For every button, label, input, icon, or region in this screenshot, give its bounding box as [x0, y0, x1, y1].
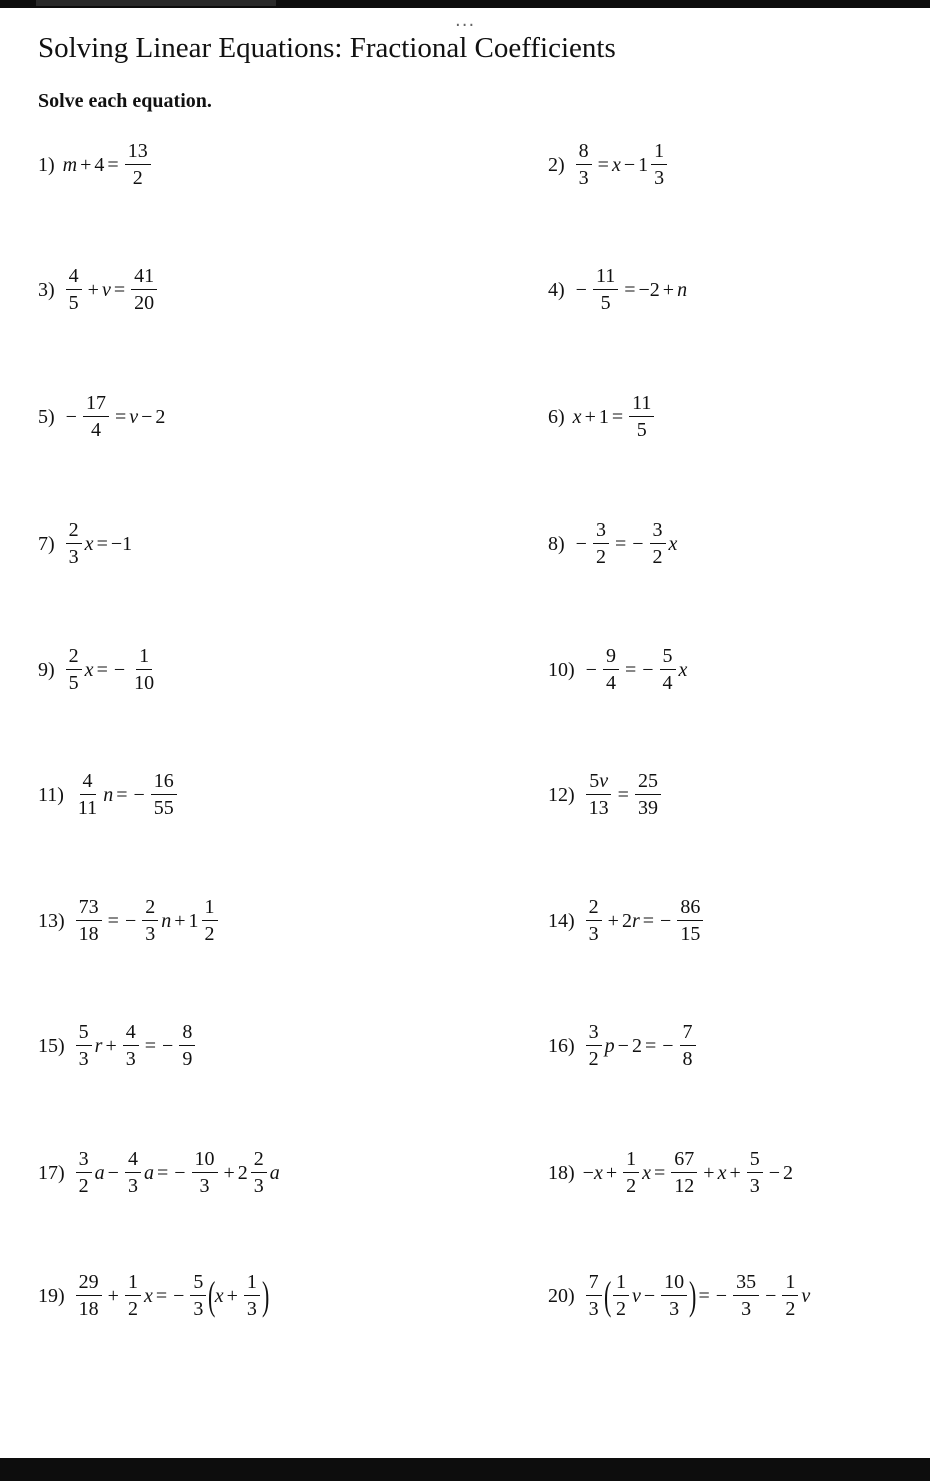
problem-number: 8)	[548, 532, 565, 555]
problem-4: 4) − $\frac{11}{5}$ = −2 + n	[548, 265, 688, 314]
problem-number: 13)	[38, 909, 65, 932]
problem-number: 16)	[548, 1034, 575, 1057]
problem-number: 7)	[38, 532, 55, 555]
problem-number: 20)	[548, 1284, 575, 1307]
problem-8: 8) − $\frac{3}{2}$ = − $\frac{3}{2}$ x	[548, 519, 678, 568]
problem-17: 17) $\frac{3}{2}$ a − $\frac{4}{3}$ a = − $\frac{10}{3}$ + 2 $\frac{2}{3}$ a	[38, 1148, 280, 1197]
problem-number: 4)	[548, 278, 565, 301]
problem-number: 12)	[548, 783, 575, 806]
problem-number: 1)	[38, 153, 55, 176]
instructions: Solve each equation.	[38, 90, 212, 112]
problem-number: 11)	[38, 783, 64, 806]
problem-5: 5) − $\frac{17}{4}$ = v − 2	[38, 392, 166, 441]
problem-number: 19)	[38, 1284, 65, 1307]
problem-13: 13) $\frac{73}{18}$ = − $\frac{2}{3}$ n + 1 $\frac{1}{2}$	[38, 897, 221, 944]
problem-number: 10)	[548, 658, 575, 681]
problem-2: 2) $\frac{8}{3}$ = x − 1 $\frac{1}{3}$	[548, 141, 670, 188]
cut-off-heading	[36, 0, 276, 6]
problem-10: 10) − $\frac{9}{4}$ = − $\frac{5}{4}$ x	[548, 645, 688, 694]
problem-1: 1) m + 4 = $\frac{13}{2}$	[38, 141, 154, 188]
problem-12: 12) $\frac{5v}{13}$ = $\frac{25}{39}$	[548, 771, 664, 818]
problem-9: 9) $\frac{2}{5}$ x = − $\frac{1}{10}$	[38, 645, 155, 694]
problem-20: 20) $\frac{7}{3}$ ( $\frac{1}{2}$ v − $\frac{10}{3}$ ) = − $\frac{35}{3}$ − $\frac{1}{2}$ v	[548, 1271, 811, 1320]
problem-11: 11) $\frac{4}{11}$ n = − $\frac{16}{55}$	[38, 771, 180, 818]
problem-16: 16) $\frac{3}{2}$ p − 2 = − $\frac{7}{8}$	[548, 1022, 699, 1069]
bottom-bar	[0, 1458, 930, 1481]
problem-number: 18)	[548, 1161, 575, 1184]
more-options-icon[interactable]: ...	[455, 10, 476, 31]
problem-number: 9)	[38, 658, 55, 681]
problem-number: 6)	[548, 405, 565, 428]
problem-number: 15)	[38, 1034, 65, 1057]
problem-number: 14)	[548, 909, 575, 932]
page-title: Solving Linear Equations: Fractional Coefficients	[38, 32, 616, 64]
problem-7: 7) $\frac{2}{3}$ x = −1	[38, 519, 133, 568]
problem-18: 18) −x + $\frac{1}{2}$ x = $\frac{67}{12}$ + x + $\frac{5}{3}$ − 2	[548, 1148, 794, 1197]
problem-number: 17)	[38, 1161, 65, 1184]
problem-19: 19) $\frac{29}{18}$ + $\frac{1}{2}$ x = − $\frac{5}{3}$ ( x + $\frac{1}{3}$ )	[38, 1271, 270, 1320]
problem-number: 2)	[548, 153, 565, 176]
problem-number: 5)	[38, 405, 55, 428]
problem-6: 6) x + 1 = $\frac{11}{5}$	[548, 393, 657, 440]
problem-14: 14) $\frac{2}{3}$ + 2r = − $\frac{86}{15}$	[548, 897, 706, 944]
problem-number: 3)	[38, 278, 55, 301]
problem-3: 3) $\frac{4}{5}$ + v = $\frac{41}{20}$	[38, 266, 160, 313]
problem-15: 15) $\frac{5}{3}$ r + $\frac{4}{3}$ = − $\frac{8}{9}$	[38, 1022, 198, 1069]
